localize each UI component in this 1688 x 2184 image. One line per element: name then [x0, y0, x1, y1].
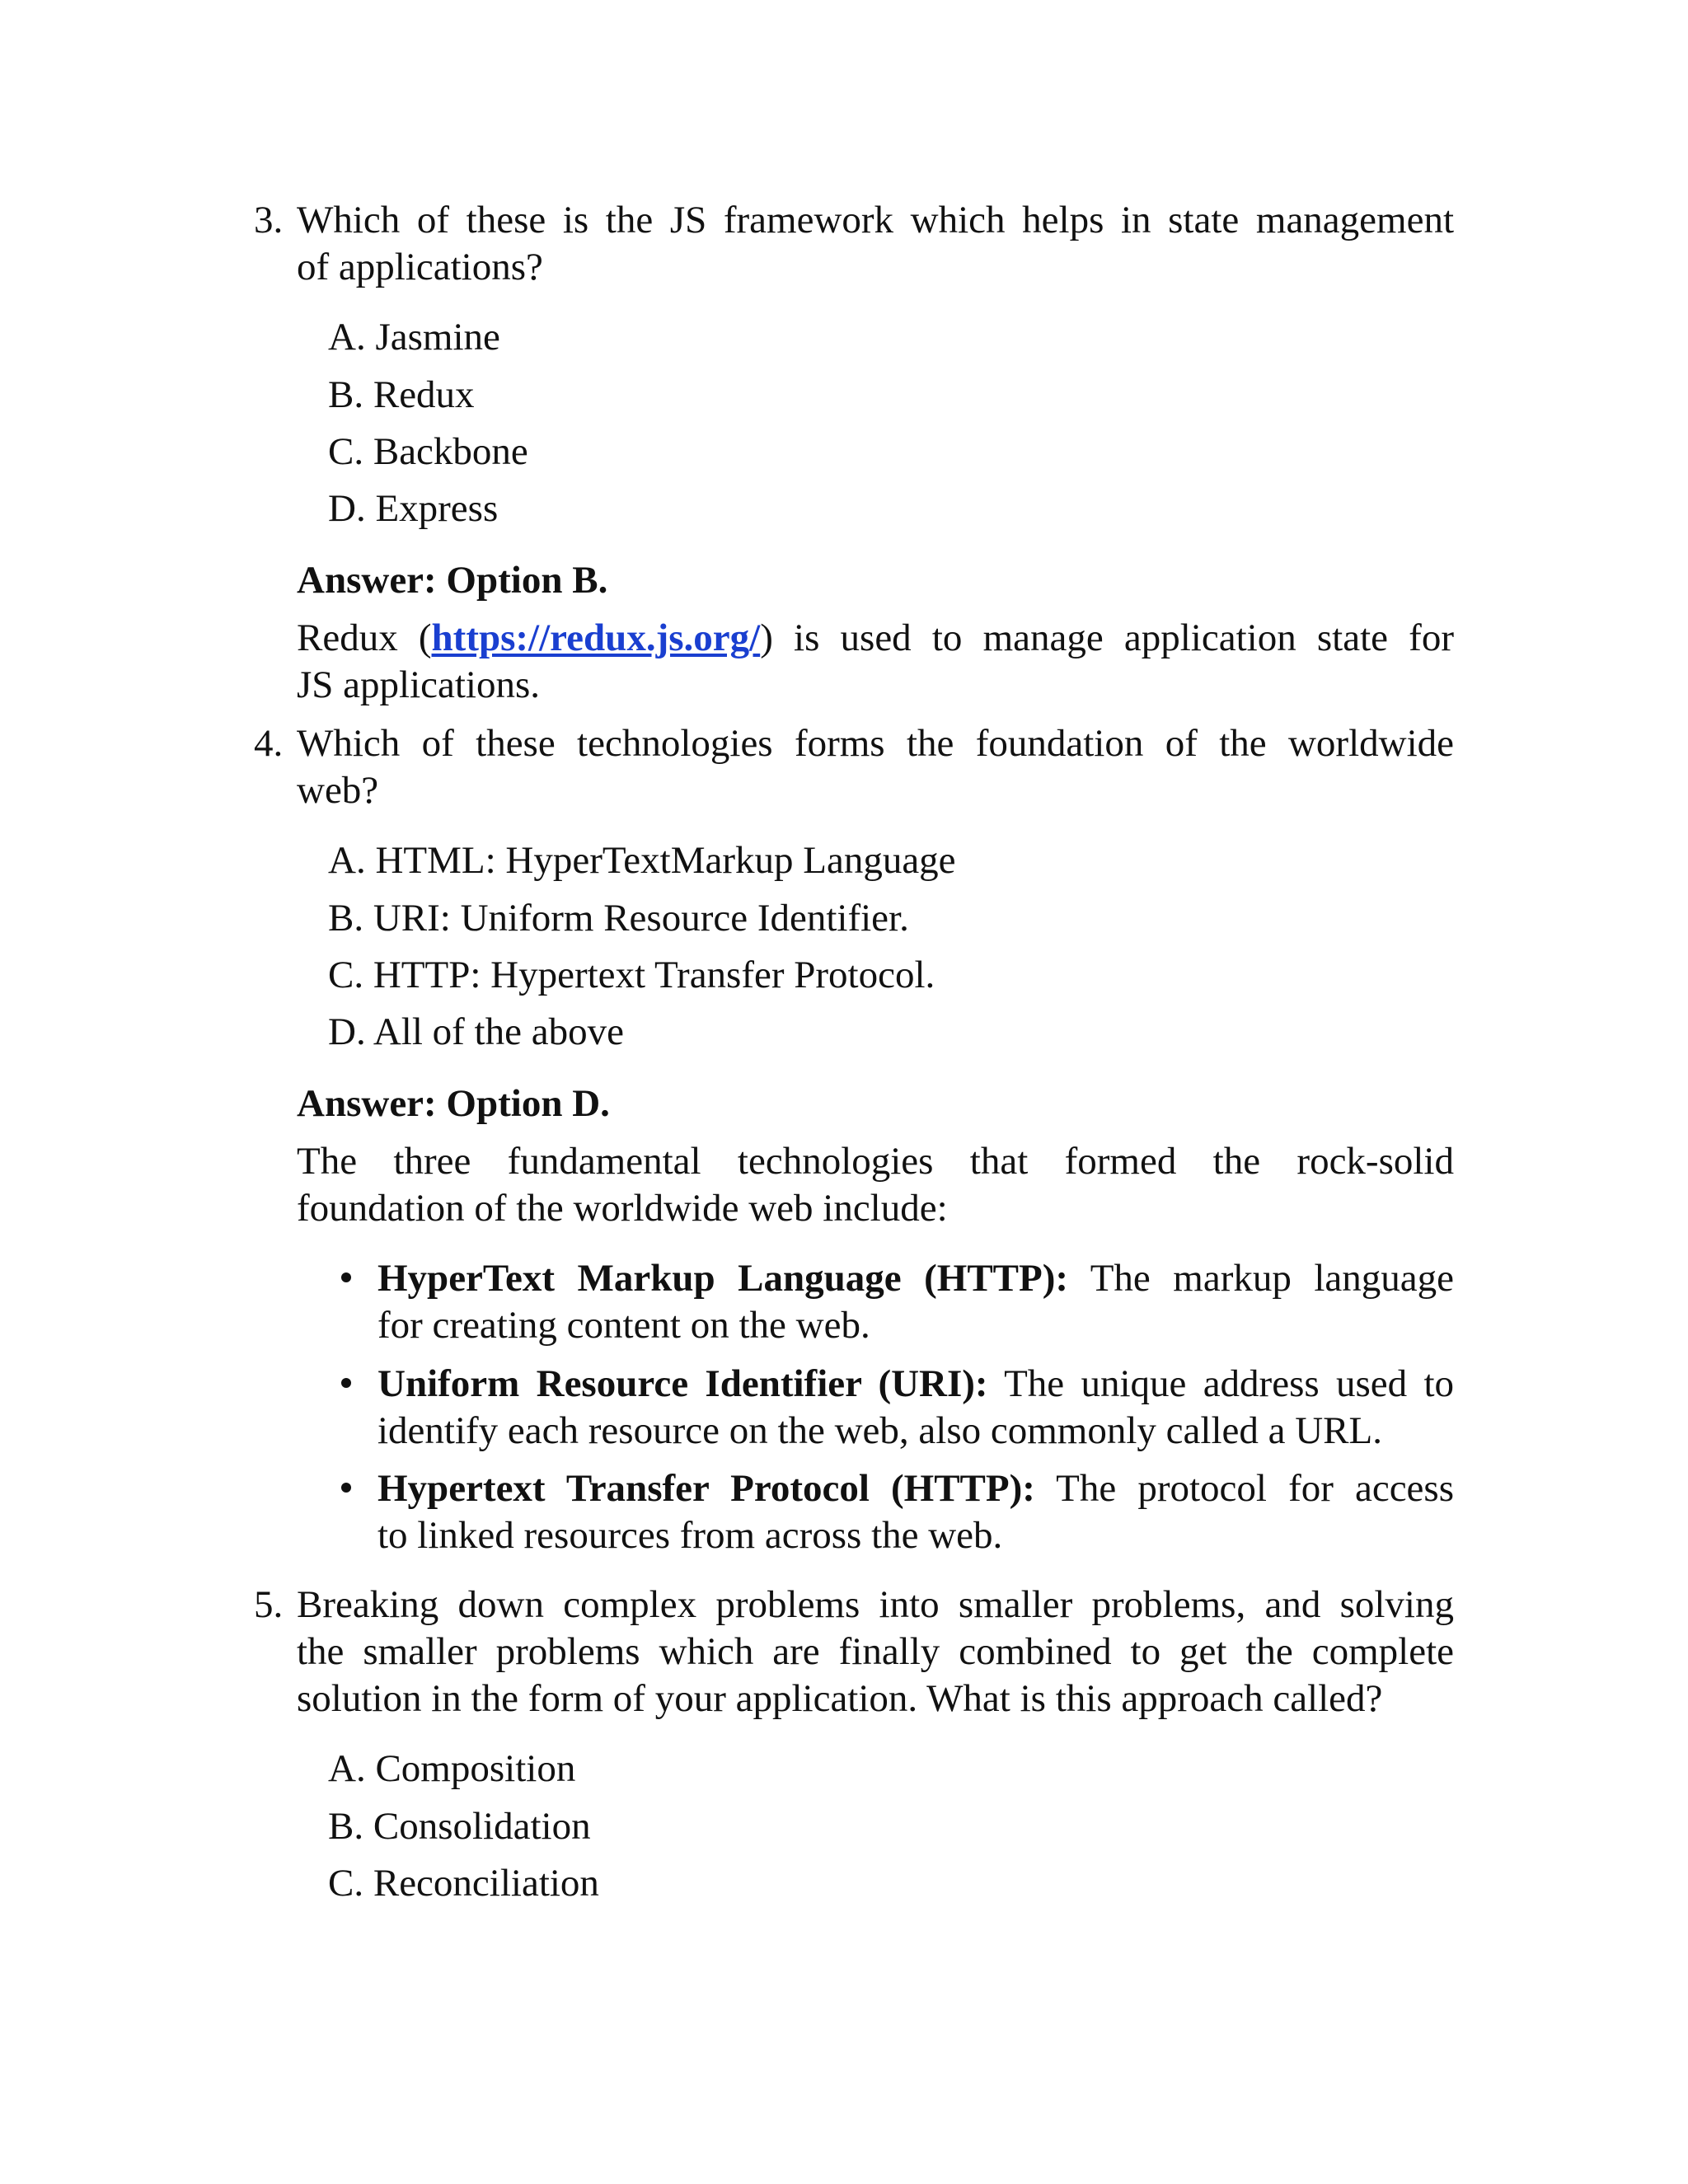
- bullet-desc: The unique address used to: [987, 1362, 1454, 1405]
- redux-link[interactable]: https://redux.js.org/: [431, 616, 761, 659]
- answer-label: Answer: Option B.: [297, 559, 608, 602]
- bullet-line: [377, 1465, 1454, 1512]
- question-text-line: of applications?: [297, 246, 543, 288]
- question-number: 4.: [254, 722, 284, 765]
- option-b: B. URI: Uniform Resource Identifier.: [328, 897, 909, 940]
- bullet-line: to linked resources from across the web.: [377, 1514, 1003, 1557]
- option-c: C. HTTP: Hypertext Transfer Protocol.: [328, 954, 935, 996]
- question-number: 3.: [254, 199, 284, 241]
- bullet-line: [377, 1360, 1454, 1408]
- bullet-line: [377, 1254, 1454, 1302]
- option-c: C. Backbone: [328, 430, 528, 473]
- option-d: D. All of the above: [328, 1010, 624, 1053]
- explanation-line: The three fundamental technologies that formed the rock-solid: [297, 1140, 1454, 1183]
- explanation-text: Redux (: [297, 616, 432, 659]
- explanation-line: foundation of the worldwide web include:: [297, 1187, 948, 1230]
- question-text-line: web?: [297, 769, 379, 812]
- question-text-line: the smaller problems which are finally combined to get the complete: [297, 1630, 1454, 1673]
- explanation-text: ) is used to manage application state for: [760, 616, 1454, 659]
- bullet-dot-icon: [341, 1378, 351, 1388]
- question-text-line: Which of these is the JS framework which helps in state management: [297, 199, 1454, 241]
- option-a: A. Jasmine: [328, 316, 500, 359]
- explanation-line: JS applications.: [297, 663, 541, 706]
- bullet-term: HyperText Markup Language (HTTP):: [377, 1257, 1069, 1300]
- question-text-line: Which of these technologies forms the foundation of the worldwide: [297, 722, 1454, 765]
- question-number: 5.: [254, 1583, 284, 1626]
- bullet-desc: The markup language: [1068, 1257, 1455, 1300]
- bullet-term: Hypertext Transfer Protocol (HTTP):: [377, 1467, 1035, 1510]
- bullet-dot-icon: [341, 1272, 351, 1282]
- bullet-dot-icon: [341, 1483, 351, 1493]
- bullet-desc: The protocol for access: [1034, 1467, 1454, 1510]
- option-a: A. Composition: [328, 1747, 576, 1790]
- option-b: B. Consolidation: [328, 1805, 591, 1848]
- option-b: B. Redux: [328, 373, 475, 416]
- answer-label: Answer: Option D.: [297, 1082, 610, 1125]
- question-text-line: Breaking down complex problems into smaller problems, and solving: [297, 1583, 1454, 1626]
- option-a: A. HTML: HyperTextMarkup Language: [328, 839, 956, 882]
- bullet-line: for creating content on the web.: [377, 1304, 870, 1347]
- explanation-line: [297, 614, 1454, 662]
- option-c: C. Reconciliation: [328, 1862, 599, 1905]
- option-d: D. Express: [328, 487, 499, 530]
- bullet-term: Uniform Resource Identifier (URI):: [377, 1362, 988, 1405]
- question-text-line: solution in the form of your application. What is this approach called?: [297, 1677, 1383, 1720]
- bullet-line: identify each resource on the web, also commonly called a URL.: [377, 1409, 1382, 1452]
